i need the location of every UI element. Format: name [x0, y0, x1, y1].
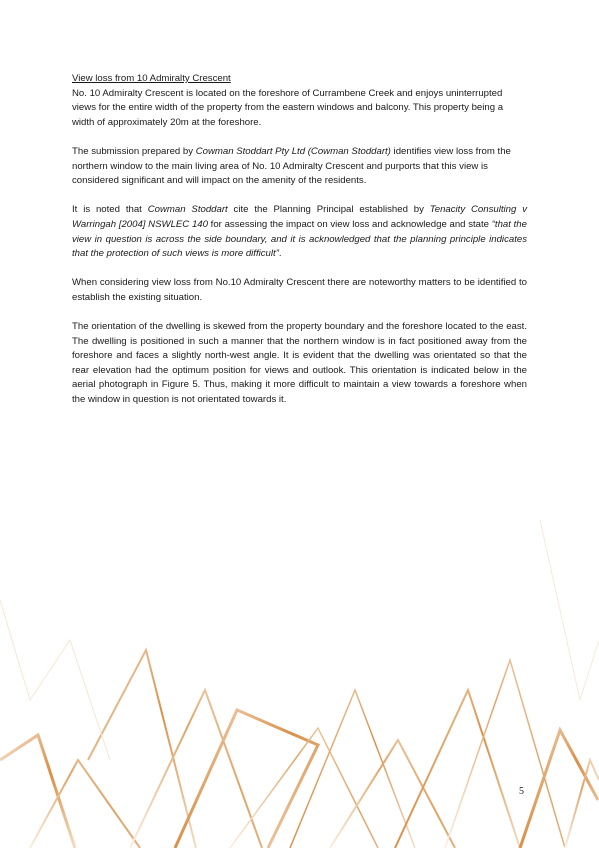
zigzag-line	[0, 735, 75, 848]
zigzag-line	[445, 660, 565, 848]
zigzag-line	[330, 740, 455, 848]
paragraph-1: No. 10 Admiralty Crescent is located on the foreshore of Currambene Creek and enjoys uninterrupted views for the entire width of the property from the eastern windows and balcony. This property being a width of approximately 20m at the foreshore.	[72, 87, 504, 128]
text-run: identifies view loss from the northern window to the main living area of No. 10 Admiralty Crescent and purports that this view is considered significant and will impact on the amenity of the residents.	[72, 145, 511, 187]
text-run: for assessing the impact on view loss and acknowledge and state	[207, 218, 492, 230]
text-run: .	[278, 248, 282, 260]
zigzag-line	[0, 600, 110, 760]
zigzag-line	[540, 520, 599, 700]
italic-run: Cowman Stoddart Pty Ltd (Cowman Stoddart)	[195, 145, 391, 157]
text-run: It is noted that	[72, 204, 148, 216]
italic-run: “that the view in question is across the side boundary, and it is acknowledged that the planning principle indicates that the protection of such views is more difficult”	[72, 218, 527, 260]
zigzag-line	[290, 690, 415, 848]
paragraph-5: The orientation of the dwelling is skewed from the property boundary and the foreshore located to the east. The dwelling is positioned in such a manner that the northern window is in fact positioned away from the foreshore and faces a slightly north-west angle. It is evident that the dwelling was orientated so that the rear elevation had the optimum position for views and outlook. This orientation is indicated below in the aerial photograph in Figure 5. Thus, making it more difficult to maintain a view towards a foreshore when the window in question is not orientated towards it.	[72, 321, 527, 406]
zigzag-line	[230, 728, 378, 848]
section-heading: View loss from 10 Admiralty Crescent	[72, 73, 231, 84]
text-run: The submission prepared by	[72, 145, 196, 157]
paragraph-3	[72, 203, 527, 261]
paragraph-4: When considering view loss from No.10 Admiralty Crescent there are noteworthy matters to be identified to establish the existing situation.	[72, 277, 527, 303]
zigzag-line	[520, 730, 598, 848]
zigzag-line	[30, 760, 140, 848]
zigzag-line	[88, 650, 196, 848]
page-number: 5	[519, 786, 524, 797]
zigzag-line	[175, 710, 318, 848]
text-run: cite the Planning Principal established by	[227, 204, 430, 216]
paragraph-2	[72, 145, 527, 189]
italic-run: Cowman Stoddart	[147, 204, 228, 216]
body-text	[72, 72, 527, 422]
italic-run: Tenacity Consulting v Warringah [2004] NSWLEC 140	[72, 204, 527, 230]
